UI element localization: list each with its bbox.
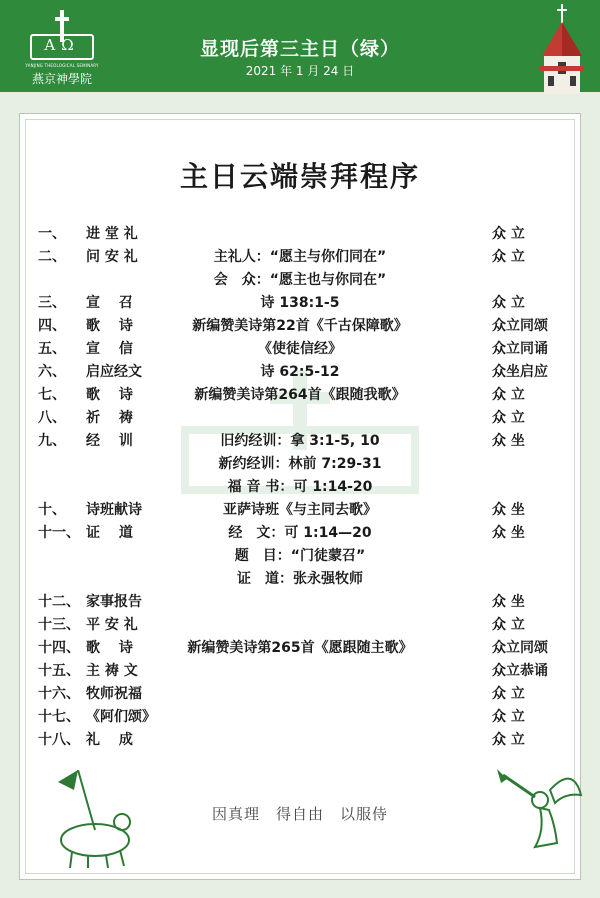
- row-item: 家事报告: [86, 594, 142, 610]
- row-posture: 众 立: [492, 410, 525, 426]
- row-item: 歌 诗: [86, 640, 133, 656]
- row-number: 二、: [38, 249, 66, 265]
- row-number: 七、: [38, 387, 66, 403]
- program-row: [0, 706, 600, 728]
- row-posture: 众 立: [492, 295, 525, 311]
- row-posture: 众立同颂: [492, 640, 548, 656]
- row-item: 主 祷 文: [86, 663, 138, 679]
- row-number: 十七、: [38, 709, 80, 725]
- program-row: [0, 522, 600, 544]
- row-item: 礼 成: [86, 732, 133, 748]
- row-number: 五、: [38, 341, 66, 357]
- row-posture: 众立恭诵: [492, 663, 548, 679]
- program-row: [0, 269, 600, 291]
- logo-alpha-omega: AΩ: [44, 36, 80, 54]
- program-row: [0, 591, 600, 613]
- row-posture: 众立同诵: [492, 341, 548, 357]
- row-number: 十八、: [38, 732, 80, 748]
- row-detail: 经 文：可 1:14—20: [228, 525, 372, 541]
- row-detail: 新编赞美诗第265首《愿跟随主歌》: [187, 640, 413, 656]
- row-item: 《阿们颂》: [86, 709, 156, 725]
- program-row: [0, 292, 600, 314]
- row-detail: 主礼人：“愿主与你们同在”: [213, 249, 387, 265]
- row-number: 九、: [38, 433, 66, 449]
- program-row: [0, 683, 600, 705]
- program-row: [0, 637, 600, 659]
- row-detail: 诗 138:1-5: [260, 295, 340, 311]
- row-number: 十三、: [38, 617, 80, 633]
- row-item: 宣 召: [86, 295, 133, 311]
- row-posture: 众 坐: [492, 525, 525, 541]
- row-detail: 福 音 书：可 1:14-20: [227, 479, 373, 495]
- program-row: [0, 545, 600, 567]
- row-item: 进 堂 礼: [86, 226, 138, 242]
- row-number: 六、: [38, 364, 66, 380]
- row-item: 歌 诗: [86, 318, 133, 334]
- program-row: [0, 407, 600, 429]
- row-detail: 新编赞美诗第264首《跟随我歌》: [194, 387, 406, 403]
- row-item: 祈 祷: [86, 410, 133, 426]
- row-posture: 众 坐: [492, 433, 525, 449]
- row-number: 十四、: [38, 640, 80, 656]
- row-item: 问 安 礼: [86, 249, 138, 265]
- program-row: [0, 729, 600, 751]
- program-heading: 主日云端崇拜程序: [179, 160, 420, 193]
- row-posture: 众 坐: [492, 594, 525, 610]
- church-steeple-icon: [530, 4, 594, 94]
- program-row: [0, 453, 600, 475]
- row-item: 牧师祝福: [86, 686, 142, 702]
- service-date: 2021 年 1 月 24 日: [245, 64, 355, 78]
- row-item: 宣 信: [86, 341, 133, 357]
- row-item: 歌 诗: [86, 387, 133, 403]
- row-number: 十二、: [38, 594, 80, 610]
- row-posture: 众 立: [492, 617, 525, 633]
- program-row: [0, 338, 600, 360]
- row-number: 一、: [38, 226, 66, 242]
- row-posture: 众 立: [492, 387, 525, 403]
- row-detail: 亚萨诗班《与主同去歌》: [223, 502, 377, 518]
- row-number: 十、: [38, 502, 66, 518]
- row-number: 十五、: [38, 663, 80, 679]
- row-detail: 《使徒信经》: [258, 341, 342, 357]
- row-item: 经 训: [86, 433, 133, 449]
- row-detail: 新编赞美诗第22首《千古保障歌》: [192, 318, 408, 334]
- program-row: [0, 476, 600, 498]
- row-detail: 题 目：“门徒蒙召”: [234, 548, 366, 564]
- logo-english-name: YANJING THEOLOGICAL SEMINARY: [25, 63, 99, 68]
- row-number: 四、: [38, 318, 66, 334]
- header-banner: [0, 0, 600, 92]
- row-posture: 众立同颂: [492, 318, 548, 334]
- row-posture: 众 坐: [492, 502, 525, 518]
- program-row: [0, 430, 600, 452]
- program-row: [0, 361, 600, 383]
- footer-motto: 因真理 得自由 以服侍: [211, 805, 388, 823]
- row-number: 三、: [38, 295, 66, 311]
- row-number: 十一、: [38, 525, 80, 541]
- row-number: 十六、: [38, 686, 80, 702]
- row-number: 八、: [38, 410, 66, 426]
- row-item: 启应经文: [86, 364, 142, 380]
- row-posture: 众 立: [492, 709, 525, 725]
- row-detail: 旧约经训：拿 3:1-5, 10: [220, 433, 380, 449]
- row-detail: 新约经训：林前 7:29-31: [218, 456, 382, 472]
- row-posture: 众坐启应: [492, 364, 548, 380]
- row-detail: 会 众：“愿主也与你同在”: [213, 272, 387, 288]
- program-row: [0, 223, 600, 245]
- row-detail: 诗 62:5-12: [260, 364, 340, 380]
- row-posture: 众 立: [492, 686, 525, 702]
- row-posture: 众 立: [492, 226, 525, 242]
- row-item: 平 安 礼: [86, 617, 138, 633]
- program-row: [0, 660, 600, 682]
- program-row: [0, 499, 600, 521]
- logo-chinese-name: 燕京神學院: [31, 72, 92, 86]
- row-item: 证 道: [86, 525, 133, 541]
- program-row: [0, 568, 600, 590]
- program-row: [0, 315, 600, 337]
- row-item: 诗班献诗: [86, 502, 142, 518]
- row-posture: 众 立: [492, 732, 525, 748]
- program-row: [0, 384, 600, 406]
- page-title: 显现后第三主日（绿）: [199, 38, 400, 60]
- row-posture: 众 立: [492, 249, 525, 265]
- program-row: [0, 246, 600, 268]
- row-detail: 证 道：张永强牧师: [237, 571, 363, 587]
- program-row: [0, 614, 600, 636]
